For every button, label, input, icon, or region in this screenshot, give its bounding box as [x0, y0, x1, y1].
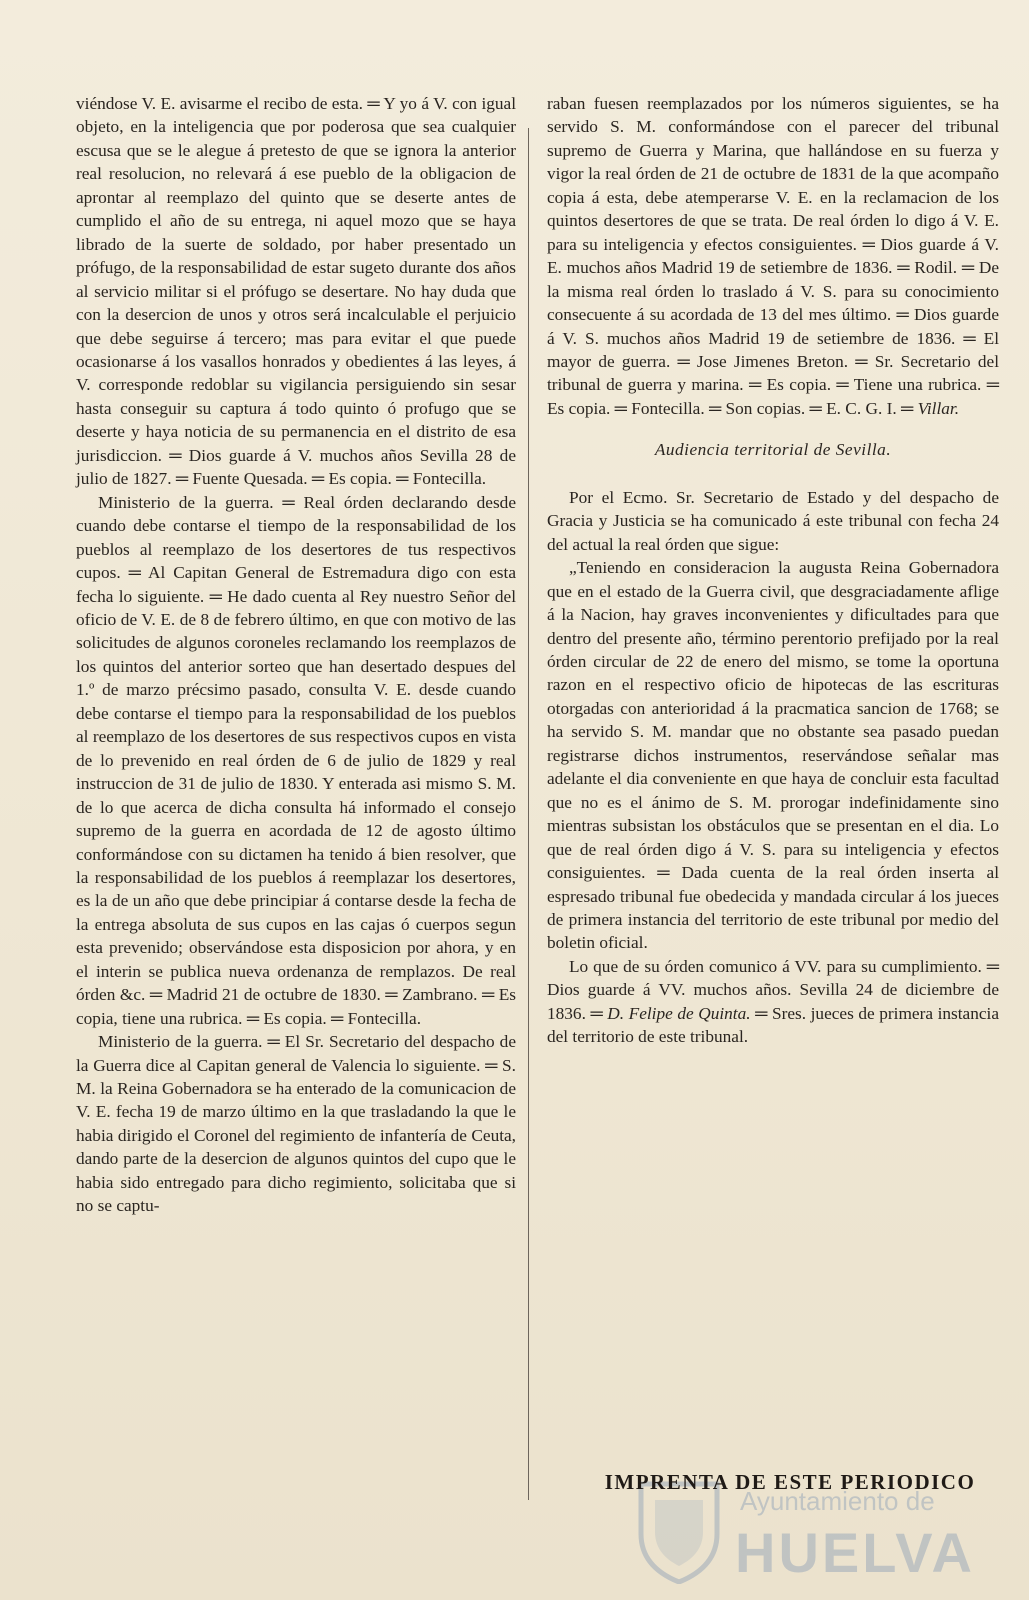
right-paragraph-1	[547, 92, 999, 420]
watermark-line-1: Ayuntamiento de	[740, 1486, 935, 1516]
right-paragraph-1-text: raban fuesen reemplazados por los números siguientes, se ha servido S. M. conformándose con el parecer del tribunal supremo de Guerra y Marina, que hallándose en su fuerza y vigor la real órden de 21 de octubre de 1831 de la que acompaño copia á esta, debe atemperarse V. E. en la reclamacion de los quintos desertores de que se trata. De real órden lo digo á V. E. para su inteligencia y efectos consiguientes. ═ Dios guarde á V. E. muchos años Madrid 19 de setiembre de 1836. ═ Rodil. ═ De la misma real órden lo traslado á V. S. para su conocimiento consecuente á su acordada de 13 del mes último. ═ Dios guarde á V. S. muchos años Madrid 19 de setiembre de 1836. ═ El mayor de guerra. ═ Jose Jimenes Breton. ═ Sr. Secretario del tribunal de guerra y marina. ═ Es copia. ═ Tiene una rubrica. ═ Es copia. ═ Fontecilla. ═ Son copias. ═ E. C. G. I. ═	[547, 94, 999, 418]
right-paragraph-4-end: ═ Sres. jueces de primera instancia del territorio de este tribunal.	[547, 1003, 999, 1047]
right-column	[547, 92, 999, 1049]
right-paragraph-4-text: Lo que de su órden comunico á VV. para su cumplimiento. ═ Dios guarde á VV. muchos años. Sevilla 24 de diciembre de 1836. ═	[547, 956, 999, 1023]
column-divider	[528, 128, 529, 1500]
left-paragraph-1: viéndose V. E. avisarme el recibo de esta. ═ Y yo á V. con igual objeto, en la inteligencia que por poderosa que sea cualquier escusa que se le alegue á pretesto de que se ignora la anterior real resolucion, no relevará á ese pueblo de la obligacion de aprontar al reemplazo del quinto que se deserte antes de cumplido el año de su entrega, ni aquel mozo que se haya librado de la suerte de soldado, por haber presentado un prófugo, de la responsabilidad de estar sugeto durante dos años al servicio militar si el prófugo se desertare. No hay duda que con la desercion de unos y otros será incalculable el perjuicio que debe seguirse á tercero; mas para evitar el que puede ocasionarse á los vasallos honrados y obedientes á las leyes, á V. corresponde redoblar su vigilancia persiguiendo sin sesar hasta conseguir su captura á todo quinto ó profugo que se deserte y haya noticia de su permanencia en el distrito de esa jurisdiccion. ═ Dios guarde á V. muchos años Sevilla 28 de julio de 1827. ═ Fuente Quesada. ═ Es copia. ═ Fontecilla.	[76, 94, 516, 489]
right-paragraph-3: „Teniendo en consideracion la augusta Reina Gobernadora que en el estado de la Guerra civil, que desgraciadamente aflige á la Nacion, hay graves inconvenientes y dificultades para que dentro del presente año, término perentorio prefijado por la real órden circular de 22 de enero del mismo, se tome la oportuna razon en el respectivo oficio de hipotecas de las escrituras otorgadas con anterioridad á la pracmatica sancion de 1768; se ha servido S. M. mandar que no obstante sea pasado puedan registrarse dichos instrumentos, reservándose señalar mas adelante el dia conveniente en que haya de concluir esta facultad que no es el ánimo de S. M. prorogar indefinidamente sino mientras subsistan los obstáculos que se presentan en el dia. Lo que de real órden digo á V. S. para su inteligencia y efectos consiguientes. ═ Dada cuenta de la real órden inserta al espresado tribunal fue obedecida y mandada circular á los jueces de primera instancia del territorio de este tribunal por medio del boletin oficial.	[547, 558, 999, 953]
left-column	[76, 92, 516, 1218]
left-paragraph-2: Ministerio de la guerra. ═ Real órden declarando desde cuando debe contarse el tiempo de la responsabilidad de los pueblos al reemplazo de los desertores de tus respectivos cupos. ═ Al Capitan General de Estremadura digo con esta fecha lo siguiente. ═ He dado cuenta al Rey nuestro Señor del oficio de V. E. de 8 de febrero último, en que con motivo de las solicitudes de algunos coroneles reclamando los reemplazos de los quintos del anterior sorteo que han desertado despues del 1.º de marzo précsimo pasado, consulta V. E. desde cuando debe contarse el tiempo para la responsabilidad de los pueblos al reemplazo de los desertores de sus respectivos cupos en vista de lo prevenido en real órden de 6 de julio de 1829 y real instruccion de 31 de julio de 1830. Y enterada asi mismo S. M. de lo que acerca de dicha consulta há informado el consejo supremo de la guerra en acordada de 12 de agosto último conformándose con su dictamen ha tenido á bien resolver, que la responsabilidad de los pueblos á reemplazar los desertores, es la de un año que debe principiar á contarse desde la fecha de la entrega absoluta de sus cupos en las cajas ó cuerpos segun esta prevenido; observándose esta disposicion por ahora, y en el interin se publica nueva ordenanza de remplazos. De real órden &c. ═ Madrid 21 de octubre de 1830. ═ Zambrano. ═ Es copia, tiene una rubrica. ═ Es copia. ═ Fontecilla.	[76, 492, 516, 1028]
signature-quinta: D. Felipe de Quinta.	[607, 1003, 751, 1023]
right-paragraph-4	[547, 955, 999, 1049]
left-paragraph-3: Ministerio de la guerra. ═ El Sr. Secretario del despacho de la Guerra dice al Capitan general de Valencia lo siguiente. ═ S. M. la Reina Gobernadora se ha enterado de la comunicacion de V. E. fecha 19 de marzo último en la que trasladando la que le habia dirigido el Coronel del regimiento de infantería de Ceuta, dando parte de la desercion de algunos quintos del cupo que le habia sido entregado para dicho regimiento, solicitaba que si no se captu-	[76, 1032, 516, 1216]
signature-villar: Villar.	[917, 398, 960, 418]
printer-imprint: IMPRENTA DE ESTE PERIODICO	[604, 1470, 976, 1494]
right-paragraph-2: Por el Ecmo. Sr. Secretario de Estado y del despacho de Gracia y Justicia se ha comunicado á este tribunal con fecha 24 del actual la real órden que sigue:	[547, 487, 999, 554]
watermark-line-2: HUELVA	[735, 1521, 975, 1584]
section-heading: Audiencia territorial de Sevilla.	[654, 440, 892, 460]
